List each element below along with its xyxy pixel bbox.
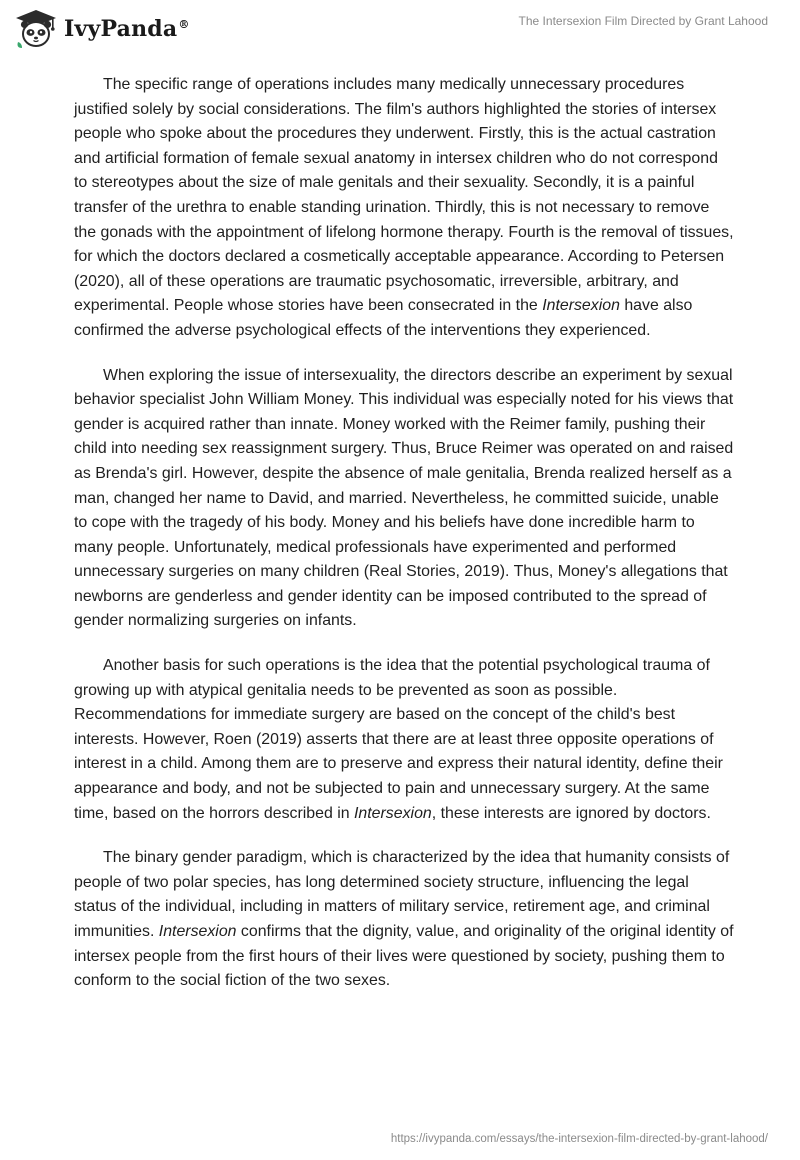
brand-name: IvyPanda® xyxy=(64,16,190,42)
film-title-italic: Intersexion xyxy=(158,923,237,940)
document-title: The Intersexion Film Directed by Grant Lahood xyxy=(518,14,768,28)
paragraph-2 xyxy=(74,364,734,635)
paragraph-1 xyxy=(74,73,734,344)
paragraph-text: , these interests are ignored by doctors. xyxy=(431,804,711,822)
brand-logo[interactable] xyxy=(14,8,190,50)
paragraph-4 xyxy=(74,846,734,994)
essay-body xyxy=(74,73,734,1014)
film-title-italic: Intersexion xyxy=(542,297,620,315)
source-url-link[interactable]: https://ivypanda.com/essays/the-intersexion-film-directed-by-grant-lahood/ xyxy=(390,1133,768,1145)
paragraph-3 xyxy=(74,654,734,826)
paragraph-text: When exploring the issue of intersexuality, the directors describe an experiment by sexual behavior specialist John William Money. This individual was especially noted for his views that gender is acquired rather than innate. Money worked with the Reimer family, pushing their child into needing sex reassignment surgery. Thus, Bruce Reimer was operated on and raised as Brenda's girl. However, despite the absence of male genitalia, Brenda realized herself as a man, changed her name to David, and married. Nevertheless, he committed suicide, unable to cope with the tragedy of his body. Money and his beliefs have done incredible harm to many people. Unfortunately, medical professionals have experimented and performed unnecessary surgeries on many children (Real Stories, 2019). Thus, Money's allegations that newborns are genderless and gender identity can be imposed contributed to the spread of gender normalizing surgeries on infants. xyxy=(74,366,734,630)
paragraph-text: have also confirmed the adverse psychological effects of the interventions they experienced. xyxy=(74,297,693,339)
paragraph-text: confirms that the dignity, value, and originality of the original identity of intersex people from the first hours of their lives were questioned by society, pushing them to conform to the social fiction of the two sexes. xyxy=(74,923,734,990)
paragraph-text: The binary gender paradigm, which is characterized by the idea that humanity consists of people of two polar species, has long determined society structure, influencing the legal status of the individual, including in matters of military service, retirement age, and criminal immunities. xyxy=(74,849,730,940)
paragraph-text: The specific range of operations includes many medically unnecessary procedures justified solely by social considerations. The film's authors highlighted the stories of intersex people who spoke about the procedures they underwent. Firstly, this is the actual castration and artificial formation of female sexual anatomy in intersex children who do not correspond to stereotypes about the size of male genitals and their sexuality. Secondly, it is a painful transfer of the urethra to enable standing urination. Thirdly, this is not necessary to remove the gonads with the appointment of lifelong hormone therapy. Fourth is the removal of tissues, for which the doctors declared a cosmetically acceptable appearance. According to Petersen (2020), all of these operations are traumatic psychosomatic, irreversible, arbitrary, and experimental. People whose stories have been consecrated in the xyxy=(74,76,734,315)
panda-graduate-icon xyxy=(14,8,58,50)
page-header xyxy=(0,0,800,70)
paragraph-text: Another basis for such operations is the idea that the potential psychological trauma of growing up with atypical genitalia needs to be prevented as soon as possible. Recommendations for immediate surgery are based on the concept of the child's best interests. However, Roen (2019) asserts that there are at least three opposite operations of interest in a child. Among them are to preserve and express their natural identity, define their appearance and body, and not be subjected to pain and unnecessary surgery. At the same time, based on the horrors described in xyxy=(74,657,723,822)
film-title-italic: Intersexion xyxy=(354,804,432,822)
